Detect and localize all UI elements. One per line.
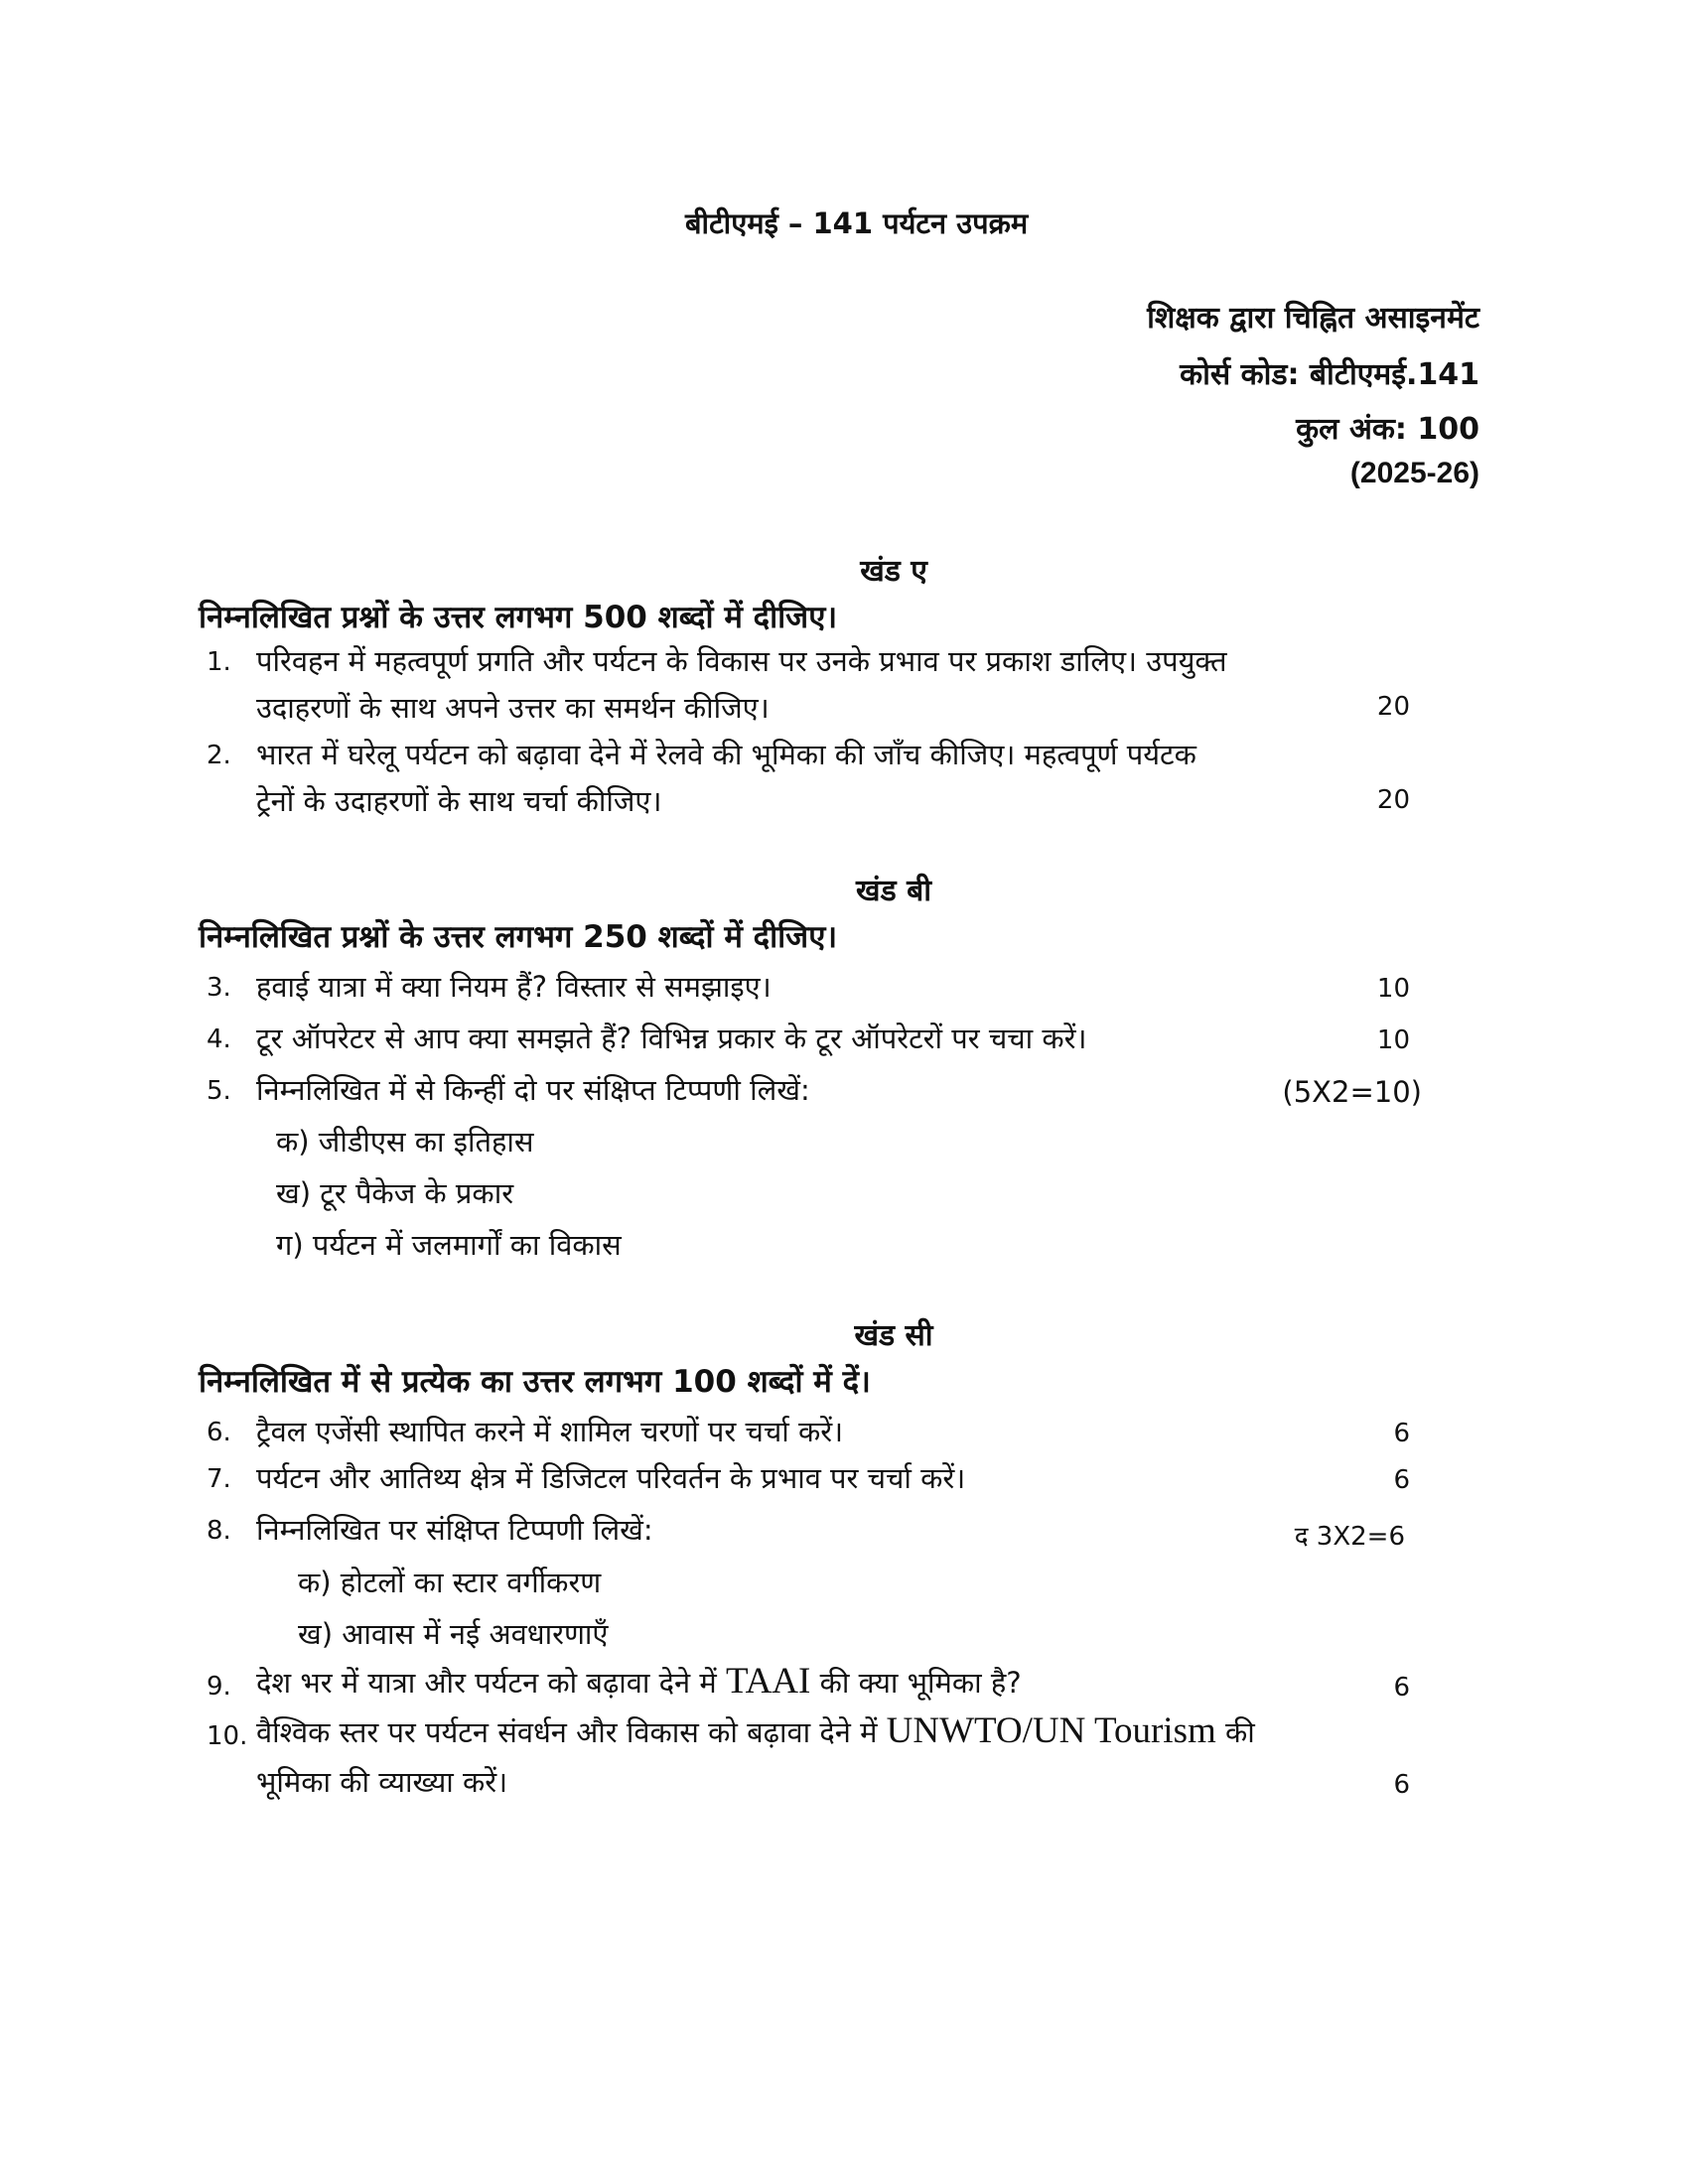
question-text: निम्नलिखित में से किन्हीं दो पर संक्षिप्त टिप्पणी लिखें: — [256, 1073, 810, 1107]
sub-question: ख) आवास में नई अवधारणाएँ — [298, 1617, 609, 1651]
question-marks: 6 — [1393, 1770, 1410, 1800]
question-number: 2. — [207, 741, 231, 770]
question-text-part: की — [1224, 1715, 1255, 1749]
sub-question: क) होटलों का स्टार वर्गीकरण — [298, 1566, 602, 1599]
document-title: बीटीएमई – 141 पर्यटन उपक्रम — [685, 206, 1029, 240]
course-code: कोर्स कोड: बीटीएमई.141 — [1180, 357, 1479, 392]
question-number: 7. — [207, 1464, 231, 1494]
session-year: (2025-26) — [1349, 457, 1479, 489]
question-marks: 20 — [1376, 692, 1410, 722]
question-marks: 10 — [1376, 974, 1410, 1004]
question-number: 8. — [207, 1516, 231, 1546]
question-text-acronym: UNWTO/UN Tourism — [886, 1710, 1216, 1751]
sub-question: ख) टूर पैकेज के प्रकार — [276, 1176, 514, 1210]
section-a-instruction: निम्नलिखित प्रश्नों के उत्तर लगभग 500 शब्दों में दीजिए। — [199, 600, 838, 635]
question-text: परिवहन में महत्वपूर्ण प्रगति और पर्यटन के विकास पर उनके प्रभाव पर प्रकाश डालिए। उपयुक्त — [256, 644, 1227, 678]
question-marks: 10 — [1376, 1025, 1410, 1055]
question-number: 4. — [207, 1024, 231, 1054]
question-marks: (5X2=10) — [1282, 1075, 1422, 1109]
question-number: 3. — [207, 973, 231, 1003]
question-text: ट्रैवल एजेंसी स्थापित करने में शामिल चरणों पर चर्चा करें। — [256, 1415, 844, 1448]
question-text-part: देश भर में यात्रा और पर्यटन को बढ़ावा देने में — [256, 1666, 717, 1700]
question-text-acronym: TAAI — [725, 1661, 811, 1702]
question-marks: 6 — [1393, 1419, 1410, 1448]
question-text: हवाई यात्रा में क्या नियम हैं? विस्तार से समझाइए। — [256, 970, 772, 1004]
question-marks: द 3X2=6 — [1294, 1522, 1405, 1552]
question-marks: 20 — [1376, 785, 1410, 815]
question-number: 1. — [207, 647, 231, 677]
question-number: 10. — [207, 1721, 248, 1751]
sub-question: क) जीडीएस का इतिहास — [276, 1125, 534, 1159]
question-marks: 6 — [1393, 1465, 1410, 1495]
question-marks: 6 — [1393, 1673, 1410, 1703]
section-c-heading: खंड सी — [854, 1318, 933, 1353]
assignment-type: शिक्षक द्वारा चिह्नित असाइनमेंट — [1147, 301, 1479, 336]
question-text-part: वैश्विक स्तर पर पर्यटन संवर्धन और विकास को बढ़ावा देने में — [256, 1715, 878, 1749]
question-text-part: की क्या भूमिका है? — [819, 1666, 1022, 1700]
question-text: उदाहरणों के साथ अपने उत्तर का समर्थन कीजिए। — [256, 691, 770, 725]
section-b-instruction: निम्नलिखित प्रश्नों के उत्तर लगभग 250 शब्दों में दीजिए। — [199, 919, 838, 955]
question-text — [256, 1660, 1022, 1703]
section-c-instruction: निम्नलिखित में से प्रत्येक का उत्तर लगभग 100 शब्दों में दें। — [199, 1364, 871, 1400]
question-text: भारत में घरेलू पर्यटन को बढ़ावा देने में रेलवे की भूमिका की जाँच कीजिए। महत्वपूर्ण पर्यटक — [256, 738, 1196, 771]
question-text: भूमिका की व्याख्या करें। — [256, 1765, 508, 1799]
question-text: निम्नलिखित पर संक्षिप्त टिप्पणी लिखें: — [256, 1513, 653, 1547]
question-text: ट्रेनों के उदाहरणों के साथ चर्चा कीजिए। — [256, 784, 662, 818]
question-number: 5. — [207, 1076, 231, 1106]
question-text: टूर ऑपरेटर से आप क्या समझते हैं? विभिन्न प्रकार के टूर ऑपरेटरों पर चचा करें। — [256, 1022, 1087, 1055]
question-number: 6. — [207, 1418, 231, 1447]
question-number: 9. — [207, 1672, 231, 1702]
section-b-heading: खंड बी — [856, 874, 931, 908]
question-text — [256, 1709, 1255, 1752]
sub-question: ग) पर्यटन में जलमार्गों का विकास — [276, 1228, 622, 1262]
section-a-heading: खंड ए — [860, 554, 927, 589]
question-text: पर्यटन और आतिथ्य क्षेत्र में डिजिटल परिवर्तन के प्रभाव पर चर्चा करें। — [256, 1461, 966, 1495]
total-marks: कुल अंक: 100 — [1296, 412, 1479, 447]
